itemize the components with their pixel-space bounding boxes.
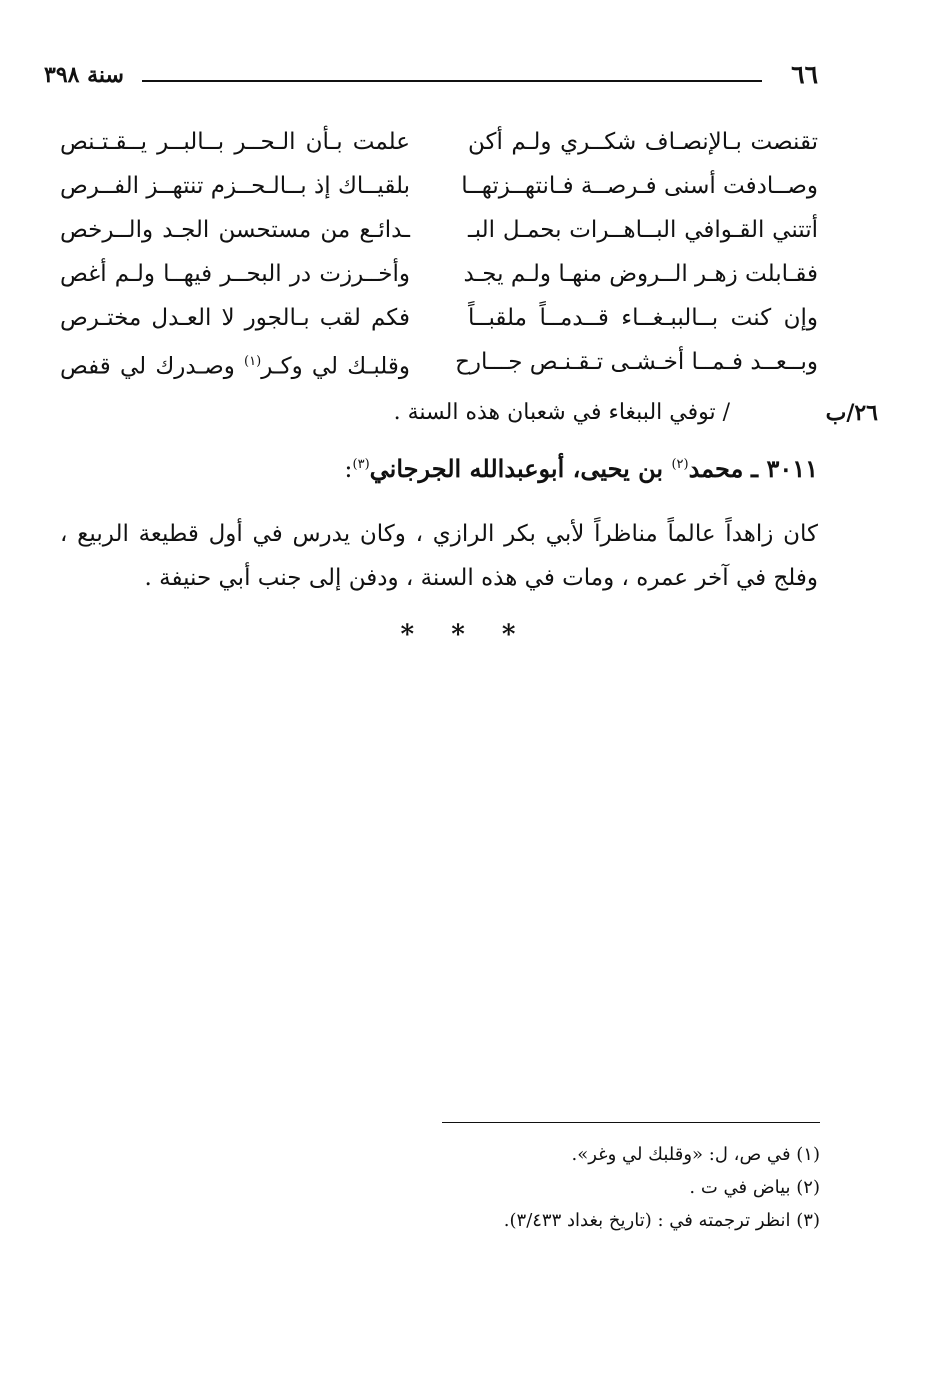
footnote-marker-3: (٣) [352,457,370,472]
verse-6 [60,340,818,384]
verse-1-first-hemistich: تقنصت بـالإنصـاف شكــري ولـم أكن [468,129,818,155]
verse-1 [60,120,818,164]
verse-5-second-hemistich: فكم لقب بـالجور لا العـدل مختـرص [60,305,410,331]
verse-6-first-hemistich: وبــعــد فـمــا أخـشـى تـقـنـص جـــارح [455,349,818,375]
entry-name: محمد [688,454,744,483]
running-head-year: سنة ٣٩٨ [44,62,124,88]
verse-6-second-hemistich [60,340,410,389]
verse-2-second-hemistich: بلقيــاك إذ بــالـحــزم تنتهــز الفــرص [60,173,410,199]
footnote-1: (١) في ص، ل: «وقلبك لي وغر». [571,1144,820,1165]
verse-2-first-hemistich: وصــادفت أسنى فـرصــة فـانتهــزتهــا [461,173,818,199]
verse-1-second-hemistich: علمت بـأن الـحــر بــالبــر يــقـتـنص [60,129,410,155]
footnote-3: (٣) انظر ترجمته في : (تاريخ بغداد ٣/٤٣٣). [503,1210,820,1231]
footnote-2: (٢) بياض في ت . [689,1177,820,1198]
section-separator: * * * [400,620,530,650]
verse-3 [60,208,818,252]
verse-2 [60,164,818,208]
entry-number: ٣٠١١ ـ [751,454,818,483]
page-number: ٦٦ [791,60,818,89]
death-note: / توفي الببغاء في شعبان هذه السنة . [393,400,730,425]
manuscript-folio-marker: ٢٦/ب [825,400,878,426]
verse-6-second-part-a: وقلبـك لي وكـر [261,353,410,380]
footnote-rule [442,1122,820,1123]
poem [60,120,818,390]
verse-6-second-part-b: وصـدرك لي قفص [60,353,245,380]
footnotes [220,1138,820,1237]
verse-5 [60,296,818,340]
verse-5-first-hemistich: وإن كنت بــالببـغــاء قــدمــاً ملقبــاً [468,305,818,331]
footnote-marker-2: (٢) [671,457,689,472]
verse-4-second-hemistich: وأخــرزت در البحــر فيهــا ولـم أغص [60,261,410,287]
entry-colon: : [344,455,353,483]
entry-name-rest: بن يحيى، أبوعبدالله الجرجاني [369,454,672,483]
verse-3-first-hemistich: أتتني القـوافي البــاهــرات بحمـل البـ [468,217,818,243]
verse-3-second-hemistich: ـدائـع من مستحسن الجـد والــرخص [60,217,410,243]
header-rule [142,80,762,82]
verse-4-first-hemistich: فقـابلت زهـر الــروض منهـا ولـم يجـد [463,261,818,287]
biography-paragraph: كان زاهداً عالماً مناظراً لأبي بكر الرازي ، وكان يدرس في أول قطيعة الربيع ، وفلج في آخر عمره ، ومات في هذه السنة ، ودفن إلى جنب أبي حنيفة . [60,521,818,591]
entry-heading [344,454,818,483]
footnote-marker-1: (١) [244,354,262,369]
verse-4 [60,252,818,296]
